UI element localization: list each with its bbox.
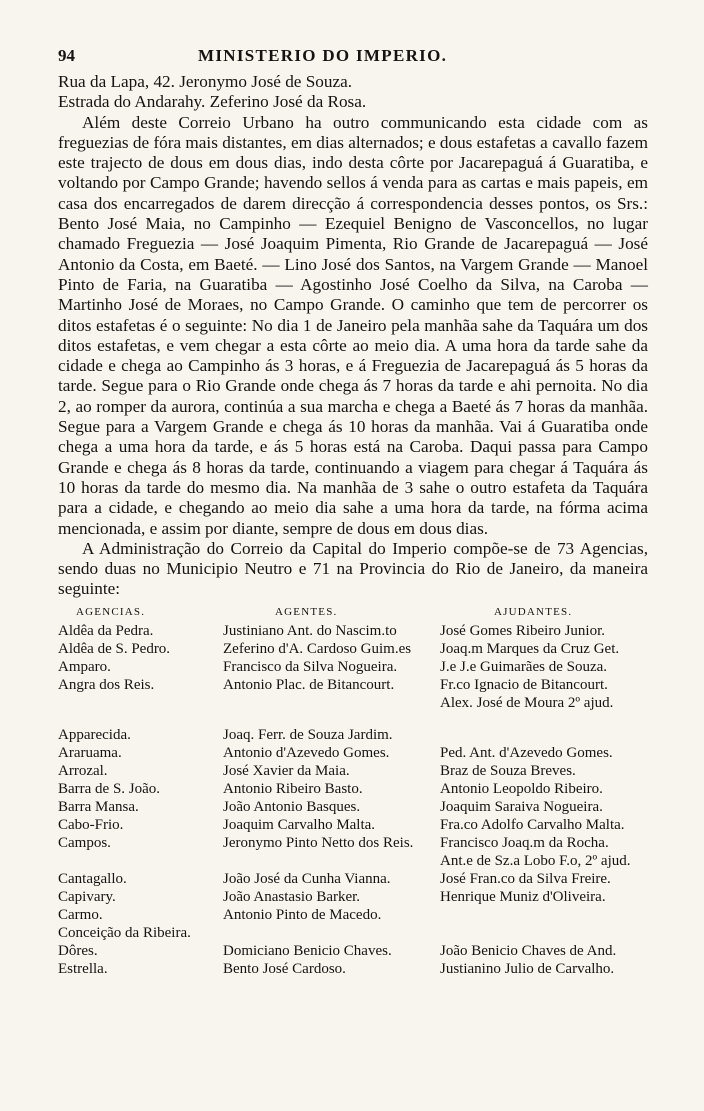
table-row bbox=[58, 762, 648, 780]
header-ajudantes: AJUDANTES. bbox=[494, 605, 573, 618]
agente-cell: José Xavier da Maia. bbox=[223, 762, 350, 779]
agencia-cell: Araruama. bbox=[58, 744, 122, 761]
table-row bbox=[58, 676, 648, 694]
table-row bbox=[58, 834, 648, 852]
agencia-cell bbox=[58, 852, 223, 870]
ajudante-cell bbox=[440, 906, 648, 924]
agencia-cell: Conceição da Ribeira. bbox=[58, 924, 191, 941]
agente-cell: Antonio Pinto de Macedo. bbox=[223, 906, 382, 923]
header-agencias: AGENCIAS. bbox=[76, 605, 146, 618]
agente-cell bbox=[223, 852, 440, 870]
agente-cell: Bento José Cardoso. bbox=[223, 960, 346, 977]
row-gap bbox=[58, 712, 648, 726]
agente-cell bbox=[223, 924, 440, 942]
agencies-table bbox=[58, 606, 648, 978]
agencia-cell: Barra Mansa. bbox=[58, 798, 139, 815]
agente-cell: João Anastasio Barker. bbox=[223, 888, 361, 905]
ajudante-cell: Henrique Muniz d'Oliveira. bbox=[440, 888, 606, 905]
ajudante-cell: Francisco Joaq.m da Rocha. bbox=[440, 834, 609, 851]
agente-cell: Zeferino d'A. Cardoso Guim.es bbox=[223, 640, 412, 657]
table-row bbox=[58, 906, 648, 924]
table-row bbox=[58, 780, 648, 798]
agente-cell: Antonio d'Azevedo Gomes. bbox=[223, 744, 390, 761]
agencia-cell: Campos. bbox=[58, 834, 111, 851]
agente-cell: João José da Cunha Vianna. bbox=[223, 870, 391, 887]
agencia-cell: Aldêa de S. Pedro. bbox=[58, 640, 171, 657]
ajudante-cell: Fr.co Ignacio de Bitancourt. bbox=[440, 676, 608, 693]
agente-cell bbox=[223, 694, 440, 712]
agencia-cell: Arrozal. bbox=[58, 762, 108, 779]
table-row bbox=[58, 658, 648, 676]
paragraph: Além deste Correio Urbano ha outro communicando esta cidade com as freguezias de fóra mais distantes, em dias alternados; e dous estafetas a cavallo fazem este trajecto de dous em dous dias, indo desta côrte por Jacarepaguá á Guaratiba, e voltando por Campo Grande; havendo sellos á venda para as cartas e mais papeis, em casa dos encarregados de darem direcção á correspondencia desses pontos, os Srs.: Bento José Maia, no Campinho — Ezequiel Benigno de Vasconcellos, no lugar chamado Freguezia — José Joaquim Pimenta, Rio Grande de Jacarepaguá — José Antonio da Costa, em Baeté. — Lino José dos Santos, na Vargem Grande — Manoel Pinto de Faria, na Guaratiba — Agostinho José Coelho da Silva, na Caroba — Martinho José de Moraes, no Campo Grande. O caminho que tem de percorrer os ditos estafetas é o seguinte: No dia 1 de Janeiro pela manhãa sahe da Taquára um dos ditos estafetas, e vem chegar a esta côrte ao meio dia. A uma hora da tarde sahe da cidade e chega ao Campinho ás 3 horas, e á Freguezia de Jacarepaguá ás 5 horas da tarde. Segue para o Rio Grande onde chega ás 7 horas da tarde e ahi pernoita. No dia 2, ao romper da aurora, continúa a sua marcha e chega a Baeté ás 7 horas da manhãa. Segue para a Vargem Grande e chega ás 10 horas da manhãa. Vai á Guaratiba onde chega a uma hora da tarde, e ás 5 horas está na Caroba. Daqui passa para Campo Grande e chega ás 8 horas da tarde, continuando a viagem para chegar á Taquára ás 10 horas da tarde do mesmo dia. Na manhãa de 3 sahe o outro estafeta da Taquára para a cidade, e chegando ao meio dia sahe a uma hora da tarde, na fórma acima mencionada, e assim por diante, sempre de dous em dous dias. bbox=[58, 112, 648, 538]
table-row bbox=[58, 924, 648, 942]
agencia-cell: Cabo-Frio. bbox=[58, 816, 124, 833]
ajudante-cell: Justianino Julio de Carvalho. bbox=[440, 960, 615, 977]
agente-cell: Justiniano Ant. do Nascim.to bbox=[223, 622, 397, 639]
ajudante-cell: Ant.e de Sz.a Lobo F.o, 2º ajud. bbox=[440, 852, 631, 869]
agente-cell: Jeronymo Pinto Netto dos Reis. bbox=[223, 834, 414, 851]
table-body bbox=[58, 622, 648, 978]
agente-cell: Domiciano Benicio Chaves. bbox=[223, 942, 392, 959]
agencia-cell: Carmo. bbox=[58, 906, 103, 923]
table-row bbox=[58, 870, 648, 888]
agencia-cell: Barra de S. João. bbox=[58, 780, 161, 797]
ajudante-cell: Antonio Leopoldo Ribeiro. bbox=[440, 780, 603, 797]
table-row bbox=[58, 694, 648, 712]
ajudante-cell: Fra.co Adolfo Carvalho Malta. bbox=[440, 816, 625, 833]
agencia-cell: Estrella. bbox=[58, 960, 108, 977]
table-row bbox=[58, 942, 648, 960]
agencia-cell: Aldêa da Pedra. bbox=[58, 622, 154, 639]
ajudante-cell: Ped. Ant. d'Azevedo Gomes. bbox=[440, 744, 613, 761]
agencia-cell bbox=[58, 694, 223, 712]
page-header bbox=[58, 44, 648, 72]
ajudante-cell: Joaq.m Marques da Cruz Get. bbox=[440, 640, 620, 657]
table-row bbox=[58, 726, 648, 744]
table-row bbox=[58, 640, 648, 658]
agencia-cell: Apparecida. bbox=[58, 726, 131, 743]
header-agentes: AGENTES. bbox=[275, 605, 338, 618]
agente-cell: Francisco da Silva Nogueira. bbox=[223, 658, 398, 675]
page-number: 94 bbox=[58, 46, 75, 65]
paragraph: Estrada do Andarahy. Zeferino José da Rosa. bbox=[58, 92, 367, 112]
ajudante-cell: Alex. José de Moura 2º ajud. bbox=[440, 694, 614, 711]
paragraph: A Administração do Correio da Capital do Imperio compõe-se de 73 Agencias, sendo duas no Municipio Neutro e 71 na Provincia do Rio de Janeiro, da maneira seguinte: bbox=[58, 538, 648, 599]
ajudante-cell: José Fran.co da Silva Freire. bbox=[440, 870, 611, 887]
agencia-cell: Angra dos Reis. bbox=[58, 676, 155, 693]
ajudante-cell: Braz de Souza Breves. bbox=[440, 762, 576, 779]
running-head: MINISTERIO DO IMPERIO. bbox=[198, 46, 448, 65]
table-row bbox=[58, 622, 648, 640]
paragraph: Rua da Lapa, 42. Jeronymo José de Souza. bbox=[58, 72, 353, 91]
table-row bbox=[58, 816, 648, 834]
table-header bbox=[58, 606, 648, 622]
book-page bbox=[58, 44, 648, 978]
ajudante-cell: J.e J.e Guimarães de Souza. bbox=[440, 658, 608, 675]
ajudante-cell: João Benicio Chaves de And. bbox=[440, 942, 617, 959]
table-row bbox=[58, 852, 648, 870]
ajudante-cell bbox=[440, 726, 648, 744]
agencia-cell: Amparo. bbox=[58, 658, 111, 675]
agente-cell: Antonio Ribeiro Basto. bbox=[223, 780, 363, 797]
agencia-cell: Dôres. bbox=[58, 942, 98, 959]
body-text bbox=[58, 72, 648, 600]
agente-cell: Joaquim Carvalho Malta. bbox=[223, 816, 376, 833]
agente-cell: Antonio Plac. de Bitancourt. bbox=[223, 676, 395, 693]
table-row bbox=[58, 960, 648, 978]
table-row bbox=[58, 798, 648, 816]
ajudante-cell bbox=[440, 924, 648, 942]
agente-cell: João Antonio Basques. bbox=[223, 798, 361, 815]
table-row bbox=[58, 888, 648, 906]
ajudante-cell: José Gomes Ribeiro Junior. bbox=[440, 622, 605, 639]
table-row bbox=[58, 744, 648, 762]
ajudante-cell: Joaquim Saraiva Nogueira. bbox=[440, 798, 603, 815]
agente-cell: Joaq. Ferr. de Souza Jardim. bbox=[223, 726, 393, 743]
agencia-cell: Cantagallo. bbox=[58, 870, 127, 887]
agencia-cell: Capivary. bbox=[58, 888, 116, 905]
